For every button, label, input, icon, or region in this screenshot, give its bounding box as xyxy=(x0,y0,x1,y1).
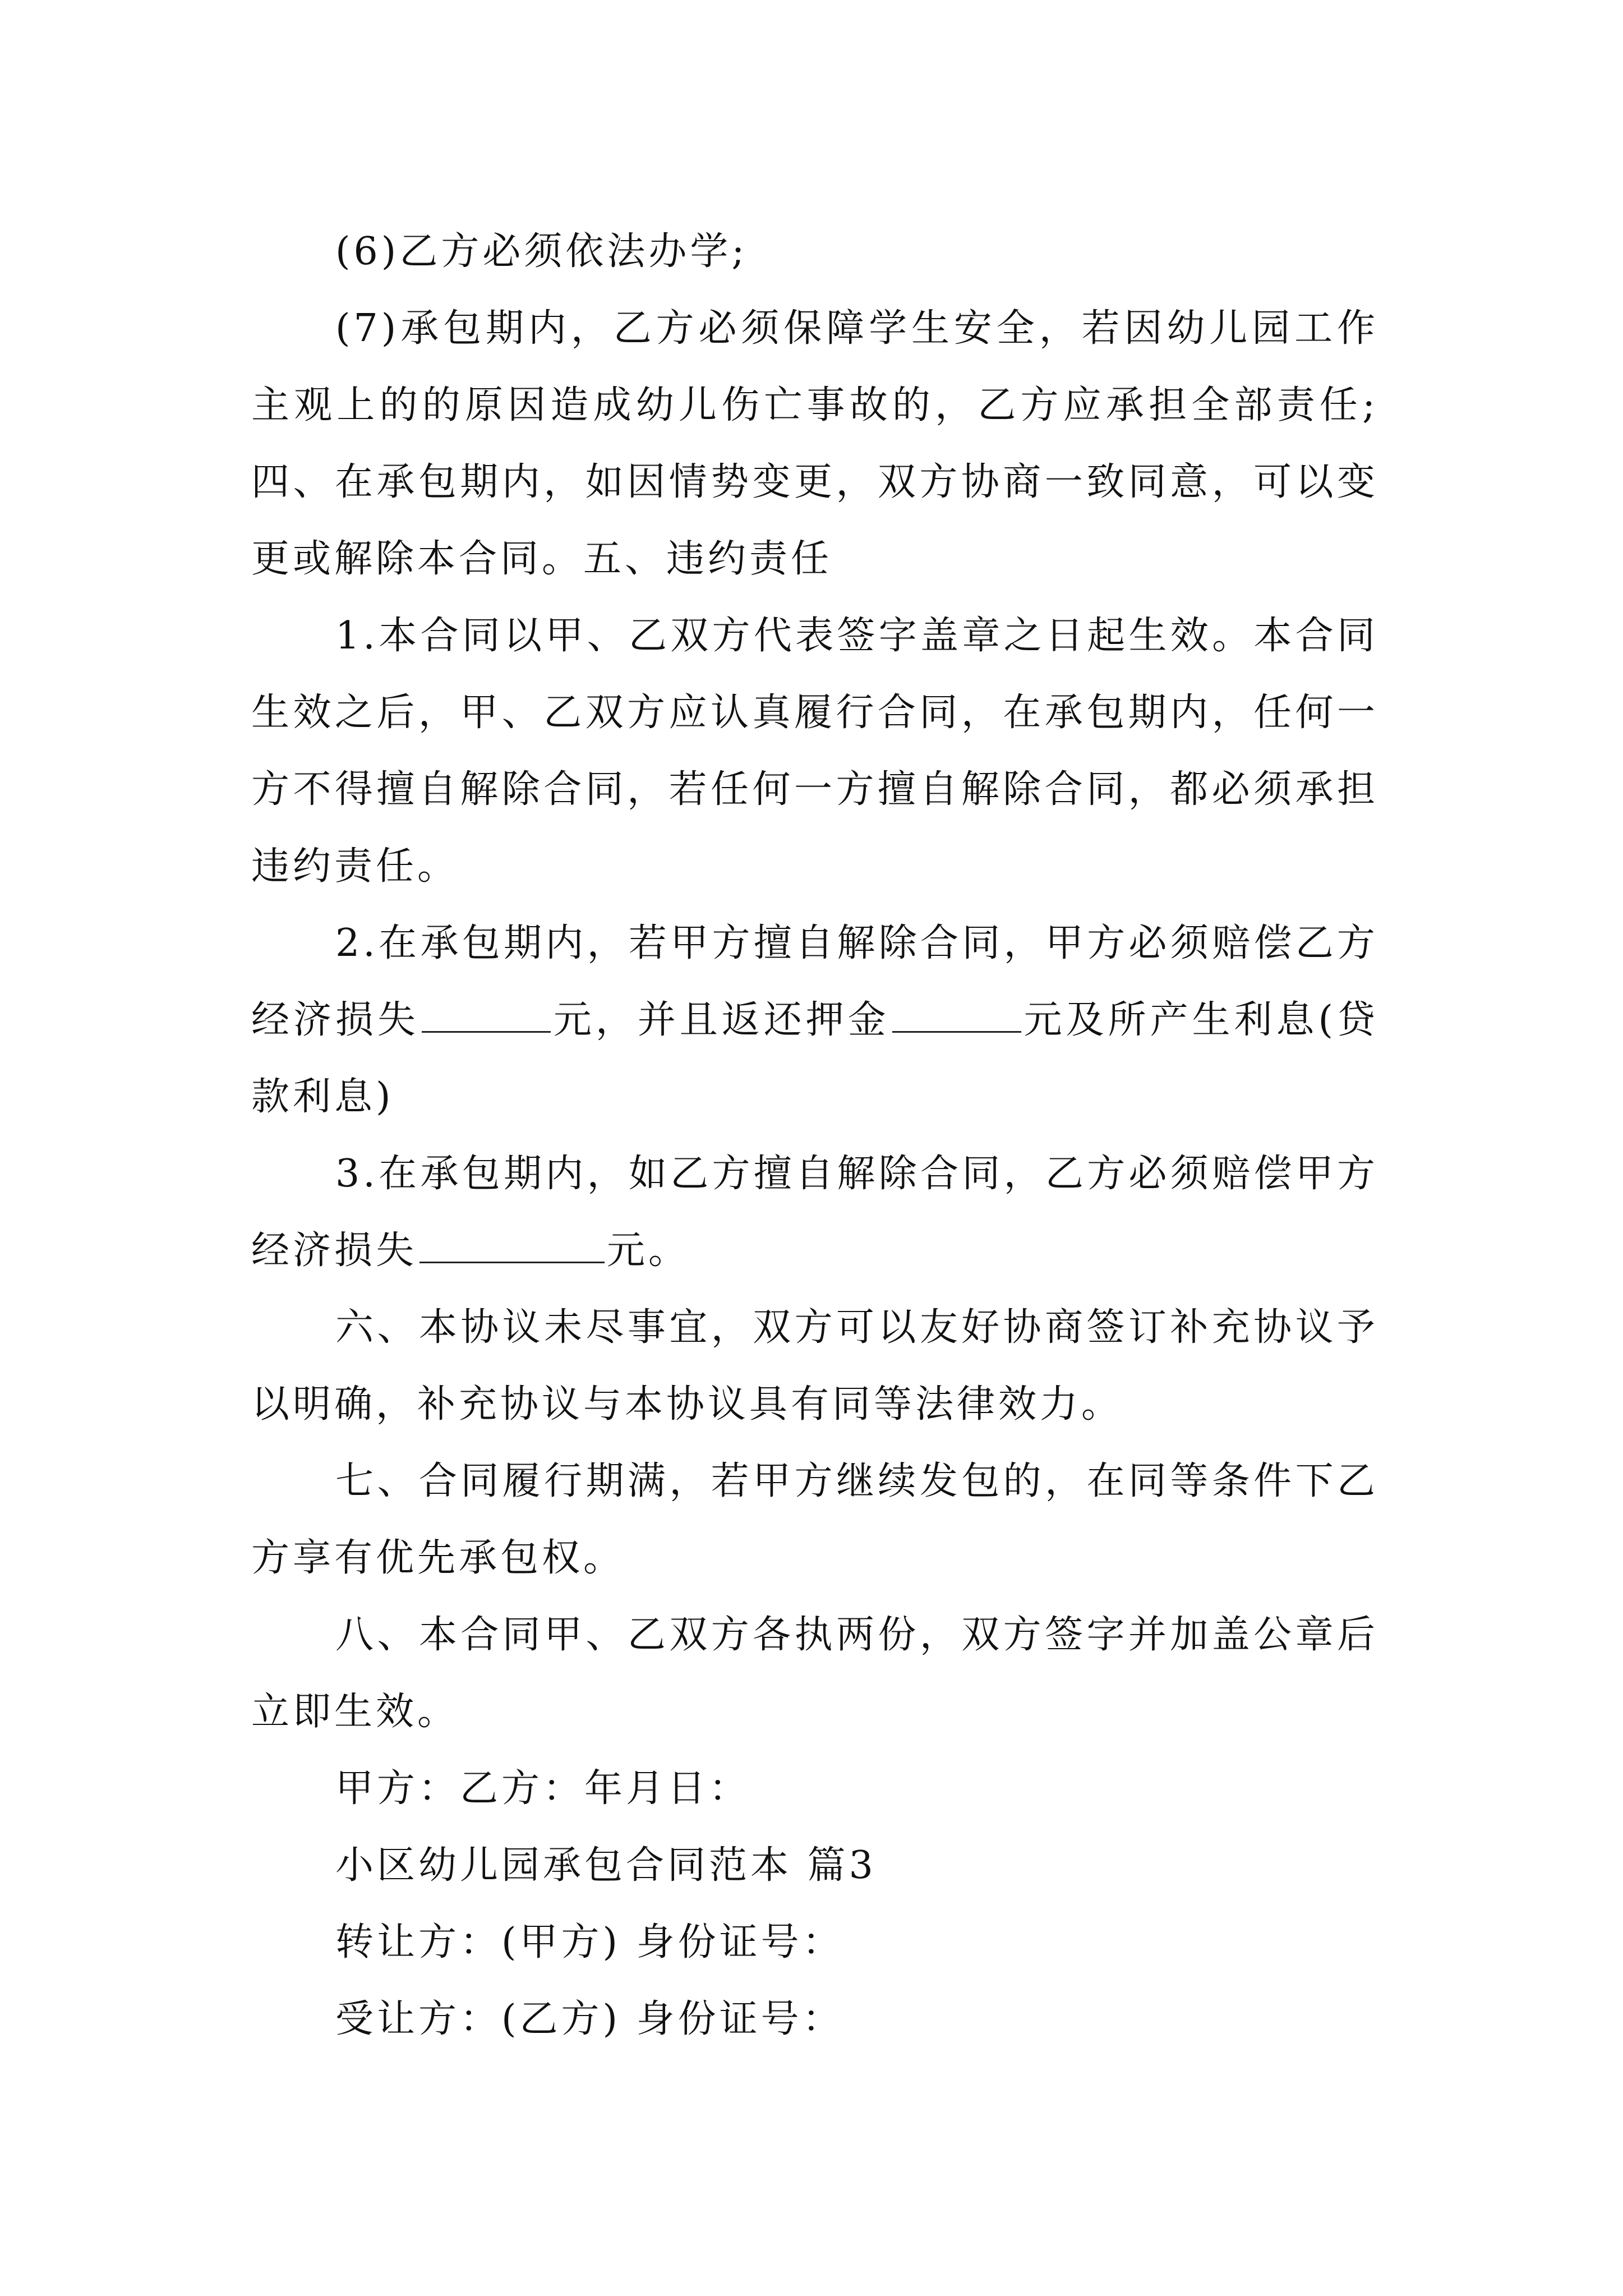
section-7: 七、合同履行期满，若甲方继续发包的，在同等条件下乙方享有优先承包权。 xyxy=(251,1459,1378,1580)
section-6: 六、本协议未尽事宜，双方可以友好协商签订补充协议予以明确，补充协议与本协议具有同等法律效力。 xyxy=(251,1305,1378,1427)
liability-2-text-a: 2.在承包期内，若甲方擅自解除合同，甲方必须赔偿乙方经济损失 xyxy=(251,921,1378,1042)
loss-blank xyxy=(419,1228,605,1263)
section-heading: 小区幼儿园承包合同范本 篇3 xyxy=(335,1843,877,1888)
clause-6: (6)乙方必须依法办学; xyxy=(335,229,748,274)
signature-line: 甲方：乙方：年月日： xyxy=(335,1766,751,1811)
liability-2 xyxy=(251,905,1378,1135)
clause-7: (7)承包期内，乙方必须保障学生安全，若因幼儿园工作主观上的的原因造成幼儿伤亡事故的，乙方应承担全部责任;四、在承包期内，如因情势变更，双方协商一致同意，可以变更或解除本合同。五、违约责任 xyxy=(251,306,1378,581)
liability-1: 1.本合同以甲、乙双方代表签字盖章之日起生效。本合同生效之后，甲、乙双方应认真履行合同，在承包期内，任何一方不得擅自解除合同，若任何一方擅自解除合同，都必须承担违约责任。 xyxy=(251,614,1378,889)
document-page xyxy=(251,213,1378,2058)
section-8: 八、本合同甲、乙双方各执两份，双方签字并加盖公章后立即生效。 xyxy=(251,1613,1378,1734)
liability-2-text-c: 元及所产生利息(贷款利息) xyxy=(251,998,1378,1119)
transferor-line: 转让方：(甲方) 身份证号： xyxy=(335,1920,844,1964)
liability-3 xyxy=(251,1135,1378,1289)
liability-3-text-a: 3.在承包期内，如乙方擅自解除合同，乙方必须赔偿甲方经济损失 xyxy=(251,1152,1378,1273)
liability-2-text-b: 元，并且返还押金 xyxy=(552,998,890,1042)
liability-3-text-b: 元。 xyxy=(607,1228,690,1273)
transferee-line: 受让方：(乙方) 身份证号： xyxy=(335,1997,844,2041)
deposit-blank xyxy=(892,997,1021,1033)
compensation-blank xyxy=(422,997,551,1033)
